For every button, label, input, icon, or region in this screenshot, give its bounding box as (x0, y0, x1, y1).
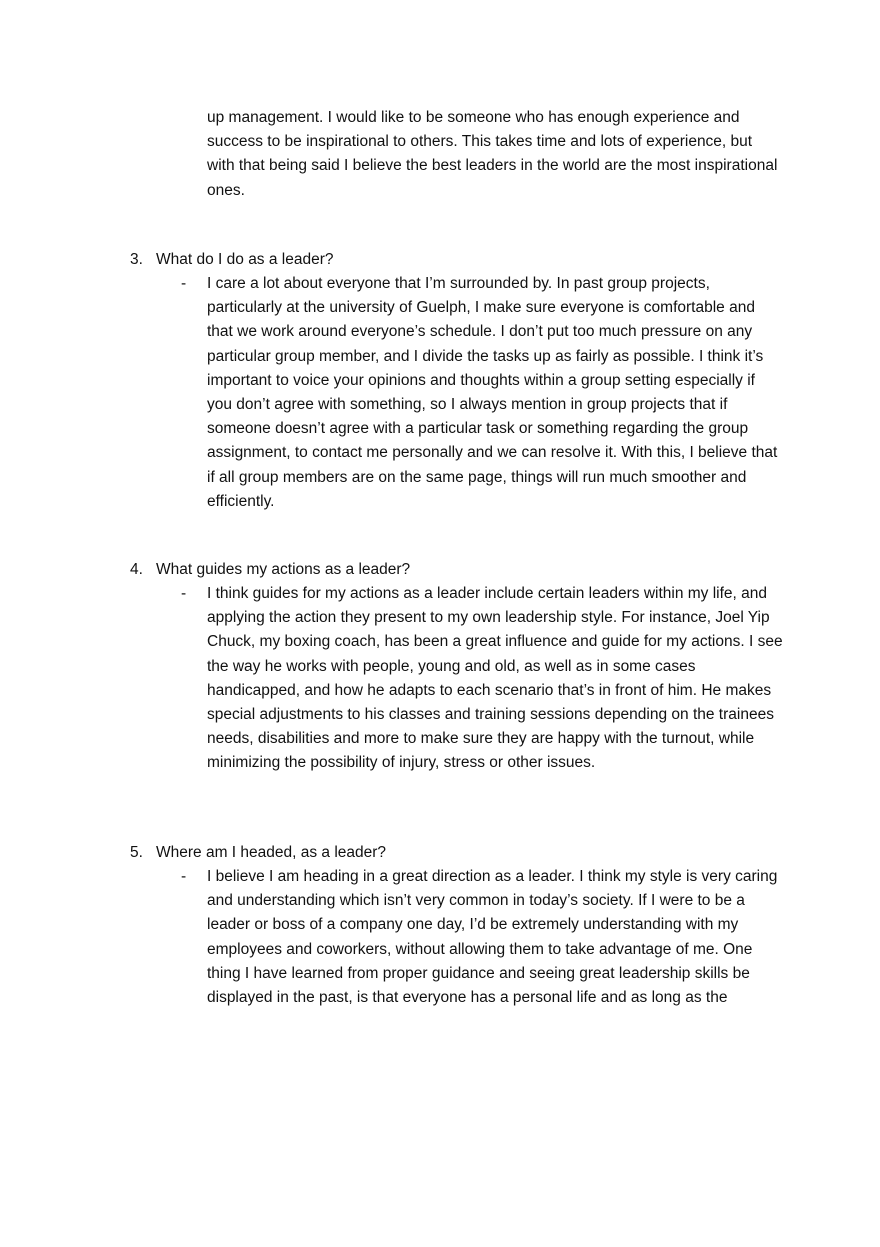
question-5-number: 5. (130, 844, 143, 861)
answer-4-bullet: - (181, 585, 187, 602)
answer-5-paragraph: I believe I am heading in a great direction as a leader. I think my style is very caring and understanding which isn’t very common in today’s society. If I were to be a leader or boss of a company one day, I’d be extremely understanding with my employees and coworkers, without allowing them to take advantage of me. One thing I have learned from proper guidance and seeing great leadership skills be displayed in the past, is that everyone has a personal life and as long as the (207, 868, 778, 1007)
question-5 (130, 841, 386, 865)
answer-3-paragraph: I care a lot about everyone that I’m surrounded by. In past group projects, particularly at the university of Guelph, I make sure everyone is comfortable and that we work around everyone’s schedule. I don’t put too much pressure on any particular group member, and I divide the tasks up as fairly as possible. I think it’s important to voice your opinions and thoughts within a group setting especially if you don’t agree with something, so I always mention in group projects that if someone doesn’t agree with a particular task or something regarding the group assignment, to contact me personally and we can resolve it. With this, I believe that if all group members are on the same page, things will run much smoother and efficiently. (207, 275, 778, 510)
answer-4-paragraph: I think guides for my actions as a leader include certain leaders within my life, and applying the action they present to my own leadership style. For instance, Joel Yip Chuck, my boxing coach, has been a great influence and guide for my actions. I see the way he works with people, young and old, as well as in some cases handicapped, and how he adapts to each scenario that’s in front of him. He makes special adjustments to his classes and training sessions depending on the trainees needs, disabilities and more to make sure they are happy with the turnout, while minimizing the possibility of injury, stress or other issues. (207, 585, 783, 772)
question-4-text: What guides my actions as a leader? (156, 561, 411, 578)
question-4-number: 4. (130, 561, 143, 578)
question-3 (130, 248, 334, 272)
question-3-text: What do I do as a leader? (156, 251, 334, 268)
question-5-text: Where am I headed, as a leader? (156, 844, 387, 861)
question-3-number: 3. (130, 251, 143, 268)
question-4 (130, 558, 410, 582)
answer-3-bullet: - (181, 275, 187, 292)
intro-paragraph: up management. I would like to be someone who has enough experience and success to be inspirational to others. This takes time and lots of experience, but with that being said I believe the best leaders in the world are the most inspirational ones. (207, 109, 778, 199)
answer-5-bullet: - (181, 868, 187, 885)
